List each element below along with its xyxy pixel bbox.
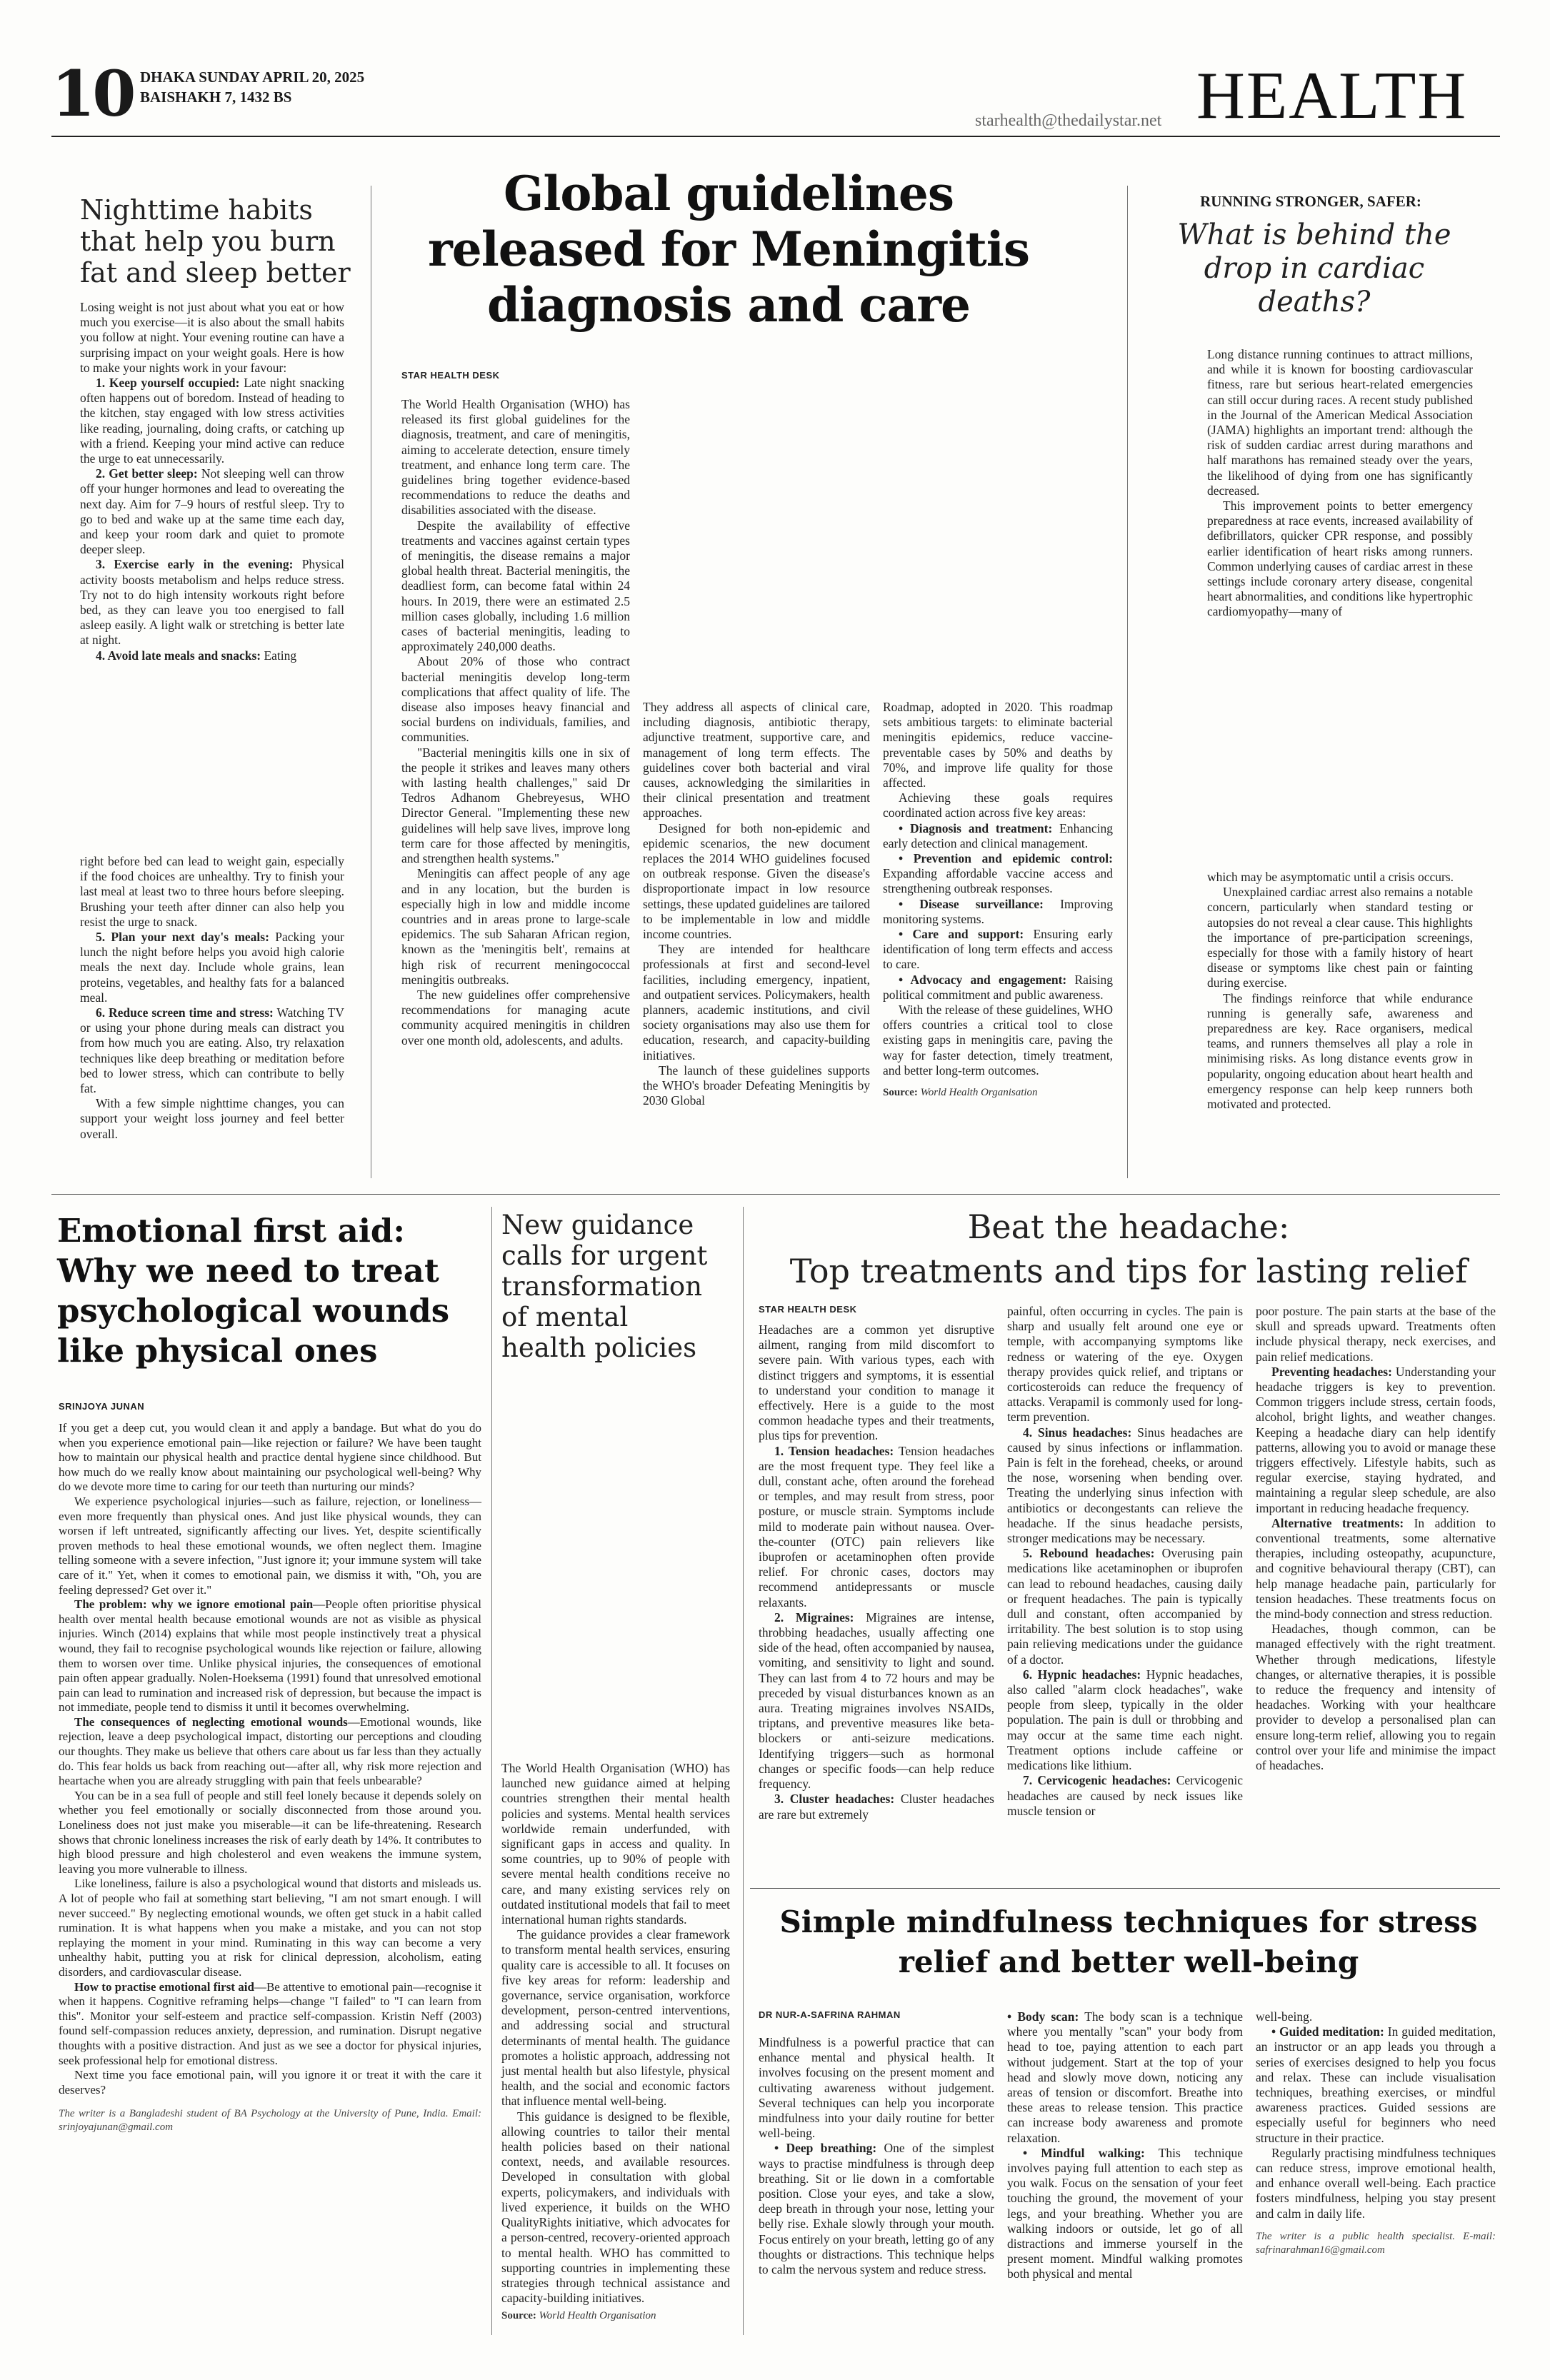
- column-divider: [743, 1207, 744, 2335]
- meningitis-byline: STAR HEALTH DESK: [401, 370, 500, 381]
- section-title: HEALTH: [1196, 59, 1468, 133]
- meningitis-para: They are intended for healthcare professionals at first and second-level facilities, including emergency, inpatient, and outpatient services. Policymakers, health planners, academic institutions, and civil society organisations may also use them for education, research, and capacity-building initiatives.: [643, 942, 870, 1063]
- nighttime-item-2: 2. Get better sleep: Not sleeping well can throw off your hunger hormones and lead to overeating the next day. Aim for 7–9 hours of restful sleep. Try to go to bed and wake up at the same time each day, and keep your room dark and quiet to promote deeper sleep.: [80, 466, 345, 557]
- nighttime-title: Nighttime habits that help you burn fat and sleep better: [80, 194, 351, 288]
- headache-byline: STAR HEALTH DESK: [759, 1304, 857, 1315]
- meningitis-bullet: • Diagnosis and treatment: Enhancing early detection and clinical management.: [883, 820, 1113, 850]
- headache-para: 5. Rebound headaches: Overusing pain medications like acetaminophen or ibuprofen can lead to rebound headaches, causing daily or frequent headaches. The pain is typically dull and constant, often accompanied by irritability. The best solution is to stop using pain relieving medications under the guidance of a doctor.: [1007, 1546, 1243, 1667]
- nighttime-item-1: 1. Keep yourself occupied: Late night snacking often happens out of boredom. Instead of heading to the kitchen, stay engaged with low stress activities like reading, journaling, doing crafts, or catching up with a friend. Keeping your mind active can reduce the urge to eat unnecessarily.: [80, 376, 344, 466]
- headache-col-1: [759, 1322, 994, 1822]
- cardiac-body-top: [1207, 347, 1473, 620]
- cardiac-title: What is behind the drop in cardiac deaths?: [1177, 219, 1451, 318]
- meningitis-para: Meningitis can affect people of any age and in any location, but the burden is especially high in low and middle income countries and in areas prone to large-scale epidemics. The sub Saharan African region, known as the 'meningitis belt', remains at high risk of recurrent meningococcal meningitis outbreaks.: [401, 866, 630, 987]
- meningitis-para: They address all aspects of clinical care, including diagnosis, antibiotic therapy, adjunctive treatment, supportive care, and management of long term effects. The guidelines cover both bacterial and viral causes, acknowledging the similarities in their clinical presentation and treatment approaches.: [643, 700, 870, 820]
- headache-para: 2. Migraines: Migraines are intense, throbbing headaches, usually affecting one side of the head, often accompanied by nausea, vomiting, and sensitivity to light and sound. They can last from 4 to 72 hours and may be preceded by visual disturbances known as an aura. Treating migraines involves NSAIDs, triptans, and preventive measures like beta-blockers or anti-seizure medications. Identifying triggers—such as hormonal changes or specific foods—can help reduce frequency.: [759, 1610, 994, 1792]
- meningitis-para: Achieving these goals requires coordinated action across five key areas:: [883, 790, 1113, 820]
- meningitis-para: Roadmap, adopted in 2020. This roadmap sets ambitious targets: to eliminate bacterial meningitis epidemics, reduce vaccine-preventable cases by 50% and deaths by 70%, and improve life quality for those affected.: [883, 700, 1113, 790]
- nighttime-body-bottom: [80, 854, 344, 1142]
- nighttime-item-6: 6. Reduce screen time and stress: Watching TV or using your phone during meals can distract you from how much you are eating. Also, try relaxation techniques like deep breathing or meditation before bed to lower stress, which can contribute to belly fat.: [80, 1005, 344, 1096]
- headache-para: Alternative treatments: In addition to conventional treatments, some alternative therapies, including osteopathy, acupuncture, and cognitive behavioural therapy (CBT), can help manage headache pain, particularly for tension headaches. These treatments focus on the mind-body connection and stress reduction.: [1256, 1515, 1496, 1622]
- mindfulness-para: Mindfulness is a powerful practice that can enhance mental and physical health. It involves focusing on the present moment and cultivating awareness without judgement. Several techniques can help you incorporate mindfulness into your daily routine for better well-being.: [759, 2035, 994, 2141]
- emotional-para: The problem: why we ignore emotional pain—People often prioritise physical health over mental health because emotional wounds are not as visible as physical injuries. Winch (2014) explains that while most people instinctively treat a physical wound, they fail to recognise psychological wounds like rejection or failure, allowing them to worsen over time. Unlike physical injuries, the consequences of emotional pain often appear gradually. Nolen-Hoeksema (1991) found that unresolved emotional pain can lead to rumination and increased risk of depression, but because the impact is not immediate, people tend to dismiss it until it becomes overwhelming.: [59, 1597, 481, 1714]
- headache-title-line-1: Beat the headache:: [967, 1207, 1290, 1246]
- emotional-para: Next time you face emotional pain, will you ignore it or treat it with the care it deserves?: [59, 2068, 481, 2097]
- headache-para: 1. Tension headaches: Tension headaches are the most frequent type. They feel like a dull, constant ache, often around the forehead or temples, and may result from stress, poor posture, or muscle strain. Symptoms include mild to moderate pain without nausea. Over-the-counter (OTC) pain relievers like ibuprofen or acetaminophen often provide relief. For chronic cases, doctors may recommend antidepressants or muscle relaxants.: [759, 1443, 994, 1610]
- emotional-para: You can be in a sea full of people and still feel lonely because it depends solely on whether you feel emotionally or socially disconnected from those around you. Loneliness does not just make you miserable—it can be life-threatening. Research shows that chronic loneliness increases the risk of early death by 14%. It contributes to high blood pressure and high cholesterol and even weakens the immune system, leaving you more vulnerable to illness.: [59, 1788, 481, 1876]
- emotional-para: Like loneliness, failure is also a psychological wound that distorts and misleads us. A lot of people who fail at something start believing, "I am not smart enough. I will never succeed." By neglecting emotional wounds, we often get stuck in a habit called rumination. It is what happens when you make a mistake, and you can not stop replaying the moment in your mind. Ruminating in this way can become a very unhealthy habit, putting you at risk for clinical depression, alcoholism, eating disorders, and cardiovascular disease.: [59, 1877, 481, 1979]
- meningitis-para: With the release of these guidelines, WHO offers countries a critical tool to close existing gaps in meningitis care, paving the way for faster detection, timely treatment, and better long-term outcomes.: [883, 1003, 1113, 1078]
- guidance-source: Source: World Health Organisation: [501, 2310, 656, 2322]
- meningitis-para: The launch of these guidelines supports the WHO's broader Defeating Meningitis by 2030 Global: [643, 1063, 870, 1108]
- meningitis-para: "Bacterial meningitis kills one in six of the people it strikes and leaves many others with lasting health challenges," said Dr Tedros Adhanom Ghebreyesus, WHO Director General. "Implementing these new guidelines will help save lives, improve long term care for those affected by meningitis, and strengthen health systems.": [401, 745, 630, 866]
- guidance-para: This guidance is designed to be flexible, allowing countries to tailor their mental health policies based on their national context, needs, and available resources. Developed in consultation with global experts, policymakers, and individuals with lived experience, it builds on the WHO QualityRights initiative, which advocates for a person-centred, recovery-oriented approach to mental health. WHO has committed to supporting countries in implementing these strategies through technical assistance and capacity-building initiatives.: [501, 2109, 730, 2306]
- headache-para: 3. Cluster headaches: Cluster headaches are rare but extremely: [759, 1792, 994, 1822]
- mindfulness-writer-note: The writer is a public health specialist. E-mail: safrinarahman16@gmail.com: [1256, 2230, 1496, 2256]
- meningitis-bullet: • Advocacy and engagement: Raising political commitment and public awareness.: [883, 972, 1113, 1002]
- cardiac-kicker: RUNNING STRONGER, SAFER:: [1200, 193, 1421, 210]
- headache-para: painful, often occurring in cycles. The pain is sharp and usually felt around one eye or temple, with accompanying symptoms like redness or watering of the eye. Oxygen therapy provides quick relief, and triptans or corticosteroids can reduce the frequency of attacks. Verapamil is commonly used for long-term prevention.: [1007, 1304, 1243, 1425]
- section-rule: [51, 1194, 1500, 1195]
- meningitis-bullet: • Disease surveillance: Improving monitoring systems.: [883, 896, 1113, 926]
- meningitis-source: Source: World Health Organisation: [883, 1087, 1038, 1099]
- meningitis-para: The new guidelines offer comprehensive recommendations for managing acute community acquired meningitis in children over one month old, adolescents, and adults.: [401, 987, 630, 1048]
- headache-para: 4. Sinus headaches: Sinus headaches are caused by sinus infections or inflammation. Pain is felt in the forehead, cheeks, or around the nose, worsening when bending over. Treating the underlying sinus infection with antibiotics or decongestants can relieve the headache. If the sinus headache persists, stronger medications may be necessary.: [1007, 1425, 1243, 1546]
- section-email[interactable]: starhealth@thedailystar.net: [975, 111, 1162, 130]
- cardiac-para: Unexplained cardiac arrest also remains a notable concern, particularly when standard testing or autopsies do not reveal a clear cause. This highlights the importance of pre-participation screenings, especially for those with a family history of heart disease or symptoms like chest pain or fainting during exercise.: [1207, 885, 1473, 990]
- emotional-writer-note: The writer is a Bangladeshi student of BA Psychology at the University of Pune, India. Email: srinjoyajunan@gmail.com: [59, 2108, 481, 2134]
- mindfulness-para: well-being.: [1256, 2009, 1313, 2024]
- guidance-body: [501, 1761, 730, 2324]
- headache-para: 6. Hypnic headaches: Hypnic headaches, also called "alarm clock headaches", wake people from sleep, typically in the older population. The pain is dull or throbbing and may occur at the same time each night. Treatment options include caffeine or medications like lithium.: [1007, 1667, 1243, 1773]
- mindfulness-col-2: [1007, 2009, 1243, 2282]
- mindfulness-para: • Body scan: The body scan is a technique where you mentally "scan" your body from head to toe, paying attention to each part without judgement. Start at the top of your head and slowly move down, noticing any areas of tension or discomfort. Breathe into these areas to release tension. This practice can increase body awareness and promote relaxation.: [1007, 2009, 1243, 2145]
- mindfulness-title-line-1: Simple mindfulness techniques for stress: [779, 1904, 1478, 1939]
- masthead-rule: [51, 136, 1500, 137]
- cardiac-para: The findings reinforce that while endurance running is generally safe, awareness and preparedness are key. Race organisers, medical teams, and runners themselves all play a role in minimising risks. As long distance events grow in popularity, ongoing education about heart health and emergency response can help keep runners both motivated and protected.: [1207, 990, 1473, 1112]
- mindfulness-para: • Guided meditation: In guided meditation, an instructor or an app leads you through a series of exercises designed to help you focus and relax. These can include visualisation techniques, breathing exercises, or mindful awareness practices. Guided sessions are especially useful for beginners who need structure in their practice.: [1256, 2024, 1496, 2145]
- mindfulness-para: • Mindful walking: This technique involves paying full attention to each step as you walk. Focus on the sensation of your feet touching the ground, the movement of your legs, and your breathing. Whether you are walking indoors or outside, let go of all distractions and immerse yourself in the present moment. Mindful walking promotes both physical and mental: [1007, 2145, 1243, 2281]
- mindfulness-byline: DR NUR-A-SAFRINA RAHMAN: [759, 2009, 901, 2020]
- mindfulness-title-line-2: relief and better well-being: [898, 1944, 1359, 1979]
- nighttime-intro: Losing weight is not just about what you eat or how much you exercise—it is also about the small habits you follow at night. Your evening routine can have a surprising impact on your weight goals. Here is how to make your nights work in your favour:: [80, 300, 344, 375]
- emotional-para: How to practise emotional first aid—Be attentive to emotional pain—recognise it when it happens. Cognitive reframing helps—change "I failed" to "I can learn from this". Monitor your self-esteem and practice self-compassion. Kristin Neff (2003) found self-compassion reduces anxiety, depression, and rumination. Disrupt negative thoughts with a positive distraction. And just as we see a doctor for physical injuries, seek professional help for emotional distress.: [59, 1979, 481, 2067]
- emotional-para: If you get a deep cut, you would clean it and apply a bandage. But what do you do when you experience emotional pain—like rejection or failure? We have been taught how to maintain our physical health and practice dental hygiene since childhood. But how much do we really know about maintaining our psychological well-being? Why do we devote more time to caring for our teeth than nurturing our minds?: [59, 1421, 481, 1494]
- nighttime-item-4: 4. Avoid late meals and snacks: Eating: [96, 648, 297, 663]
- mindfulness-para: • Deep breathing: One of the simplest ways to practise mindfulness is through deep breathing. Sit or lie down in a comfortable position. Close your eyes, and take a slow, deep breath in through your nose, letting your belly rise. Exhale slowly through your mouth. Focus entirely on your breath, letting go of any thoughts or distractions. This technique helps to calm the nervous system and reduce stress.: [759, 2141, 995, 2277]
- mindfulness-col-3: [1256, 2009, 1496, 2257]
- guidance-para: The guidance provides a clear framework to transform mental health services, ensuring quality care is accessible to all. It focuses on five key areas for reform: leadership and governance, service organisation, workforce development, person-centred interventions, and addressing social and structural determinants of mental health. The guidance promotes a holistic approach, addressing not just mental health but also lifestyle, physical health, and the social and economic factors that influence mental well-being.: [501, 1927, 730, 2109]
- headache-para: Preventing headaches: Understanding your headache triggers is key to prevention. Common triggers include stress, certain foods, alcohol, bright lights, and weather changes. Keeping a headache diary can help identify patterns, allowing you to avoid or manage these triggers effectively. Lifestyle habits, such as regular exercise, staying hydrated, and maintaining a regular sleep schedule, are also important in reducing headache frequency.: [1256, 1364, 1496, 1515]
- cardiac-para: Long distance running continues to attract millions, and while it is known for boosting cardiovascular fitness, rare but serious heart-related emergencies can still occur during races. A recent study published in the Journal of the American Medical Association (JAMA) highlights an important trend: although the risk of sudden cardiac arrest during marathons and half marathons has remained steady over the years, the likelihood of dying from one has significantly decreased.: [1207, 347, 1473, 498]
- meningitis-col-1: [401, 397, 630, 1048]
- headache-para: Headaches are a common yet disruptive ailment, ranging from mild discomfort to severe pain. With various types, each with distinct triggers and symptoms, it is essential to understand your condition to manage it effectively. Here is a guide to the most common headache types and their treatments, plus tips for prevention.: [759, 1322, 994, 1443]
- nighttime-cont: right before bed can lead to weight gain, especially if the food choices are unhealthy. Try to finish your last meal at least two to three hours before sleeping. Brushing your teeth after dinner can also help you resist the urge to snack.: [80, 854, 344, 929]
- nighttime-body-top: [80, 300, 344, 663]
- cardiac-body-bottom: [1207, 870, 1473, 1112]
- column-divider: [491, 1207, 492, 2335]
- meningitis-para: About 20% of those who contract bacterial meningitis develop long-term complications that affect quality of life. The disease also imposes heavy financial and social burdens on individuals, families, and communities.: [401, 654, 630, 745]
- nighttime-item-3: 3. Exercise early in the evening: Physical activity boosts metabolism and helps reduce stress. Try not to do high intensity workouts right before bed, as they can leave you too energised to fall asleep easily. A light walk or stretching is better late at night.: [80, 557, 344, 648]
- headache-para: Headaches, though common, can be managed effectively with the right treatment. Whether through medications, lifestyle changes, or alternative therapies, it is possible to reduce the frequency and intensity of headaches. Working with your healthcare provider to develop a personalised plan can ensure long-term relief, allowing you to regain control over your life and minimise the impact of headaches.: [1256, 1622, 1496, 1773]
- nighttime-closing: With a few simple nighttime changes, you can support your weight loss journey and feel better overall.: [80, 1096, 344, 1141]
- meningitis-title: Global guidelines released for Meningitis diagnosis and care: [427, 166, 1030, 333]
- meningitis-para: Despite the availability of effective treatments and vaccines against certain types of meningitis, the disease remains a major global health threat. Bacterial meningitis, the deadliest form, can become fatal within 24 hours. In 2019, there were an estimated 2.5 million cases globally, including 1.6 million cases of bacterial meningitis, leading to approximately 240,000 deaths.: [401, 518, 630, 654]
- meningitis-col-3: [883, 700, 1113, 1100]
- headache-para: poor posture. The pain starts at the base of the skull and spreads upward. Treatments often include physical therapy, neck exercises, and pain relief medications.: [1256, 1304, 1496, 1364]
- cardiac-para: which may be asymptomatic until a crisis occurs.: [1207, 870, 1454, 884]
- headache-title-line-2: Top treatments and tips for lasting relief: [789, 1252, 1468, 1290]
- emotional-body: [59, 1421, 481, 2134]
- headache-para: 7. Cervicogenic headaches: Cervicogenic headaches are caused by neck issues like muscle tension or: [1007, 1773, 1243, 1818]
- meningitis-col-2: [643, 700, 870, 1108]
- headache-col-3: [1256, 1304, 1496, 1773]
- emotional-para: We experience psychological injuries—such as failure, rejection, or loneliness—even more frequently than physical ones. And just like physical wounds, they can worsen if left untreated, significantly affecting our lives. Yet, despite scientifically proven methods to heal these emotional wounds, we often neglect them. Imagine telling someone with a severe infection, "Just ignore it; your immune system will take care of it." Yet, when it comes to emotional pain, we dismiss it with, "Oh, you are feeling depressed? Get over it.": [59, 1494, 481, 1597]
- cardiac-para: This improvement points to better emergency preparedness at race events, increased availability of defibrillators, quicker CPR response, and possibly earlier identification of heart risks among runners. Common underlying causes of cardiac arrest in these settings include coronary artery disease, congenital heart abnormalities, and conditions like hypertrophic cardiomyopathy—many of: [1207, 498, 1473, 619]
- mindfulness-col-1: [759, 2035, 994, 2277]
- page-number: 10: [51, 56, 134, 131]
- mindfulness-para: Regularly practising mindfulness techniques can reduce stress, improve emotional health, and enhance overall well-being. Each practice fosters mindfulness, helping you stay present and calm in daily life.: [1256, 2145, 1496, 2221]
- guidance-title: New guidance calls for urgent transformation of mental health policies: [501, 1210, 708, 1363]
- guidance-para: The World Health Organisation (WHO) has launched new guidance aimed at helping countries strengthen their mental health policies and systems. Mental health services worldwide remain underfunded, with significant gaps in access and quality. In some countries, up to 90% of people with severe mental health conditions receive no care, and many existing services rely on outdated institutional models that fail to meet international human rights standards.: [501, 1761, 730, 1927]
- bangla-date: BAISHAKH 7, 1432 BS: [140, 89, 292, 106]
- nighttime-item-5: 5. Plan your next day's meals: Packing your lunch the night before helps you avoid high calorie meals the next day. Include whole grains, lean proteins, vegetables, and healthy fats for a balanced meal.: [80, 930, 344, 1005]
- meningitis-bullet: • Prevention and epidemic control: Expanding affordable vaccine access and strengthening outbreak responses.: [883, 851, 1113, 896]
- meningitis-para: The World Health Organisation (WHO) has released its first global guidelines for the diagnosis, treatment, and care of meningitis, aiming to accelerate detection, ensure timely treatment, and enhance long term care. The guidelines bring together evidence-based recommendations to reduce the deaths and disabilities associated with the disease.: [401, 397, 630, 518]
- meningitis-bullet: • Care and support: Ensuring early identification of long term effects and access to care.: [883, 927, 1113, 972]
- headache-col-2: [1007, 1304, 1243, 1819]
- date-line: DHAKA SUNDAY APRIL 20, 2025: [140, 69, 365, 86]
- column-divider: [1127, 186, 1128, 1178]
- emotional-title: Emotional first aid: Why we need to treat psychological wounds like physical ones: [57, 1212, 450, 1370]
- section-rule: [750, 1888, 1500, 1889]
- meningitis-para: Designed for both non-epidemic and epidemic scenarios, the new document replaces the 2014 WHO guidelines focused on outbreak response. Given the disease's disproportionate impact in low resource settings, these updated guidelines are tailored to be implementable in low and middle income countries.: [643, 820, 870, 942]
- emotional-byline: SRINJOYA JUNAN: [59, 1401, 145, 1412]
- emotional-para: The consequences of neglecting emotional wounds—Emotional wounds, like rejection, leave a deep psychological impact, distorting our perceptions and clouding our thoughts. They make us believe that others care about us far less than they actually do. This fear holds us back from reaching out—after all, why risk more rejection and heartache when you are already struggling with pain that feels unbearable?: [59, 1714, 481, 1788]
